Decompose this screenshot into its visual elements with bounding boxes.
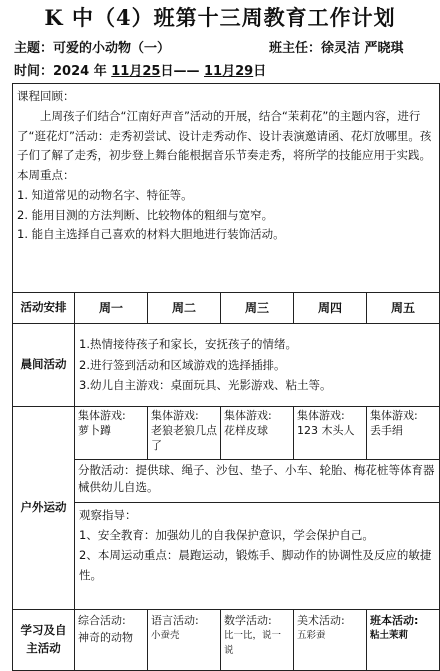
header-monday: 周一 [75, 293, 148, 324]
morning-line: 1.热情接待孩子和家长，安抚孩子的情绪。 [79, 336, 297, 351]
equipment-text: 分散活动：提供球、绳子、沙包、垫子、小车、轮胎、梅花桩等体育器械供幼儿自选。 [75, 460, 440, 503]
outdoor-equipment-row [13, 460, 440, 503]
theme-label: 主题：可爱的小动物（一） [14, 41, 171, 56]
outdoor-games-row [13, 407, 440, 460]
review-heading: 课程回顾： [17, 89, 75, 103]
game-cell-wednesday: 集体游戏: 花样皮球 [221, 407, 294, 460]
start-date: 11月25 [111, 64, 161, 79]
morning-line: 2.进行签到活动和区域游戏的选择插排。 [79, 357, 286, 372]
morning-content [75, 324, 440, 407]
study-cell-thursday: 美术活动: 五彩蚕 [294, 610, 367, 671]
study-cell-tuesday: 语言活动: 小蚕壳 [148, 610, 221, 671]
study-cell-friday: 班本活动: 粘土茉莉 [367, 610, 440, 671]
observe-line: 2、本周运动重点：晨跑运动，锻炼手、脚动作的协调性及反应的敏捷性。 [79, 548, 432, 583]
header-friday: 周五 [367, 293, 440, 324]
time-prefix: 时间：2024 年 [14, 64, 107, 79]
outdoor-label: 户外运动 [13, 407, 75, 610]
observe-content [75, 503, 440, 610]
game-cell-monday: 集体游戏: 萝卜蹲 [75, 407, 148, 460]
game-cell-tuesday: 集体游戏: 老狼老狼几点了 [148, 407, 221, 460]
header-tuesday: 周二 [148, 293, 221, 324]
focus-heading: 本周重点： [17, 168, 75, 183]
focus-item: 1. 知道常见的动物名字、特征等。 [17, 187, 193, 202]
game-cell-friday: 集体游戏: 丢手绢 [367, 407, 440, 460]
outdoor-observe-row [13, 503, 440, 610]
morning-label: 晨间活动 [13, 324, 75, 407]
teachers-label: 班主任：徐灵洁 严晓琪 [269, 41, 404, 56]
study-cell-monday: 综合活动: 神奇的动物 [75, 610, 148, 671]
study-cell-wednesday: 数学活动: 比一比，说一说 [221, 610, 294, 671]
observe-heading: 观察指导： [79, 508, 137, 522]
schedule-header-row [13, 293, 440, 324]
game-cell-thursday: 集体游戏: 123 木头人 [294, 407, 367, 460]
header-thursday: 周四 [294, 293, 367, 324]
plan-table [12, 83, 440, 671]
header-wednesday: 周三 [221, 293, 294, 324]
focus-item: 1. 能自主选择自己喜欢的材料大胆地进行装饰活动。 [17, 227, 285, 242]
study-row [13, 610, 440, 671]
page-title: K 中（4）班第十三周教育工作计划 [44, 5, 396, 30]
focus-item: 2. 能用目测的方法判断、比较物体的粗细与宽窄。 [17, 207, 274, 222]
header-activity: 活动安排 [13, 293, 75, 324]
morning-row [13, 324, 440, 407]
observe-line: 1、安全教育：加强幼儿的自我保护意识，学会保护自己。 [79, 528, 374, 543]
start-suffix: 日—— [160, 64, 200, 79]
course-review [13, 84, 440, 293]
morning-line: 3.幼儿自主游戏：桌面玩具、光影游戏、粘土等。 [79, 378, 332, 393]
end-suffix: 日 [253, 64, 267, 79]
review-paragraph: 上周孩子们结合“江南好声音”活动的开展，结合“茉莉花”的主题内容，进行了“逛花灯”活动：走秀初尝试、设计走秀动作、设计表演邀请函、花灯放哪里。孩子们了解了走秀，初步登上舞台能根据音乐节奏走秀，将所学的技能应用于实践。 [17, 108, 432, 163]
study-label: 学习及自主活动 [13, 610, 75, 671]
time-range [14, 60, 266, 79]
end-date: 11月29 [204, 64, 254, 79]
